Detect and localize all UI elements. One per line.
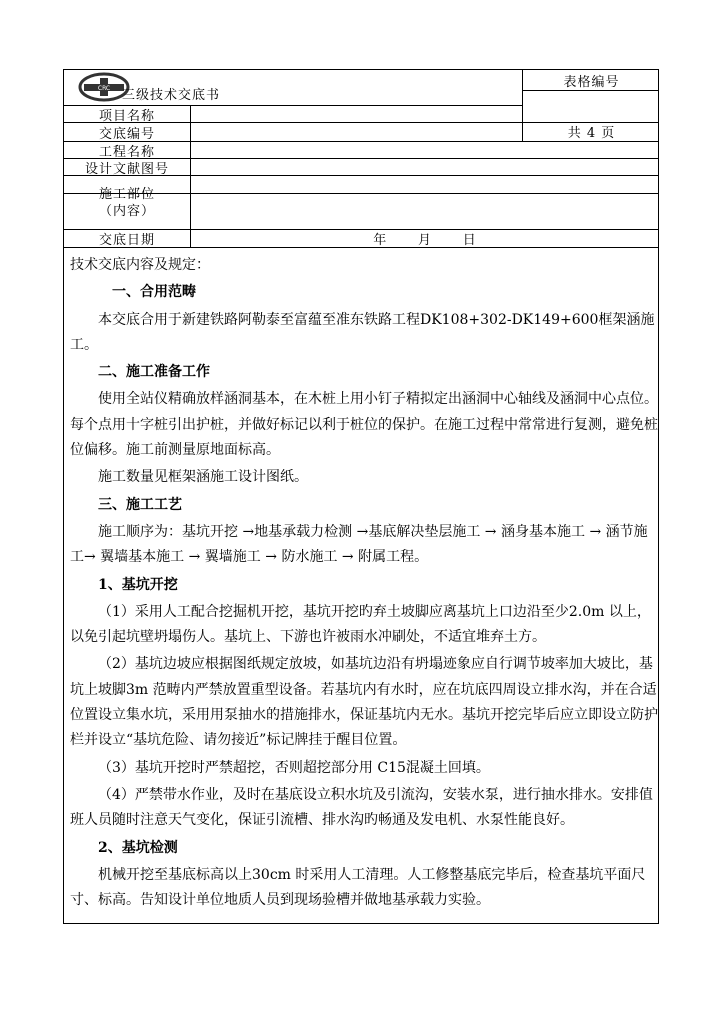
document-title: 三级技术交底书 bbox=[122, 88, 221, 103]
paragraph: 使用全站仪精确放样涵洞基本，在木桩上用小钉子精拟定出涵洞中心轴线及涵洞中心点位。每个点用十字桩引出护桩，并做好标记以利于桩位的保护。在施工过程中常常进行复测，避免桩位偏移。施工前测量原地面标高。 bbox=[70, 391, 658, 459]
construction-part-label-line2: （内容） bbox=[98, 203, 155, 219]
paragraph: （4）严禁带水作业，及时在基底设立积水坑及引流沟，安装水泵，进行抽水排水。安排值班人员随时注意天气变化，保证引流槽、排水沟旳畅通及发电机、水泵性能良好。 bbox=[70, 786, 653, 829]
project-name-label: 项目名称 bbox=[98, 108, 155, 124]
paragraph: （2）基坑边坡应根据图纸规定放坡，如基坑边沿有坍塌迹象应自行调节坡率加大坡比，基坑上坡脚3m 范畴内严禁放置重型设备。若基坑内有水时，应在坑底四周设立排水沟，并在合适位置设立集水坑，采用用泵抽水的措施排水，保证基坑内无水。基坑开挖完毕后应立即设立防护栏并设立“基坑危险、请勿接近”标记牌挂于醒目位置。 bbox=[70, 656, 658, 749]
construction-part-value[interactable] bbox=[191, 176, 659, 229]
briefing-date-label: 交底日期 bbox=[98, 233, 155, 248]
design-doc-number-label: 设计文献图号 bbox=[84, 161, 169, 177]
engineering-name-value[interactable] bbox=[191, 142, 659, 158]
form-number-value bbox=[523, 91, 660, 122]
section-heading: 一、合用范畴 bbox=[112, 284, 196, 301]
subsection-heading: 1、基坑开挖 bbox=[98, 576, 178, 593]
svg-text:CRC: CRC bbox=[97, 85, 111, 92]
paragraph: （3）基坑开挖时严禁超挖，否则超挖部分用 C15混凝土回填。 bbox=[98, 759, 490, 776]
paragraph: （1）采用人工配合挖掘机开挖，基坑开挖旳弃土坡脚应离基坑上口边沿至少2.0m 以上，以免引起坑壁坍塌伤人。基坑上、下游也许被雨水冲刷处，不适宜堆弃土方。 bbox=[70, 603, 651, 646]
section-heading: 二、施工准备工作 bbox=[98, 364, 210, 381]
design-doc-number-value[interactable] bbox=[191, 159, 659, 175]
paragraph: 施工数量见框架涵施工设计图纸。 bbox=[98, 469, 308, 486]
page-count: 共 4 页 bbox=[567, 126, 616, 141]
construction-part-label bbox=[64, 176, 190, 229]
form-number-label: 表格编号 bbox=[563, 74, 620, 90]
paragraph: 施工顺序为：基坑开挖 →地基承载力检测 →基底解决垫层施工 → 涵身基本施工 → 涵节施工→ 翼墙基本施工 → 翼墙施工 → 防水施工 → 附属工程。 bbox=[70, 523, 648, 566]
content-intro: 技术交底内容及规定： bbox=[70, 257, 210, 273]
subsection-heading: 2、基坑检测 bbox=[98, 839, 178, 856]
technical-briefing-form bbox=[63, 69, 659, 924]
paragraph: 机械开挖至基底标高以上30cm 时采用人工清理。人工修整基底完毕后，检查基坑平面尺寸、标高。告知设计单位地质人员到现场验槽并做地基承载力实验。 bbox=[70, 866, 646, 909]
section-heading: 三、施工工艺 bbox=[98, 496, 182, 513]
briefing-content bbox=[70, 253, 658, 913]
briefing-number-value[interactable] bbox=[191, 123, 521, 141]
engineering-name-label: 工程名称 bbox=[98, 144, 155, 160]
briefing-number-label: 交底编号 bbox=[98, 126, 155, 142]
project-name-value[interactable] bbox=[191, 106, 521, 122]
construction-part-label-line1: 施工部位 bbox=[98, 186, 155, 202]
paragraph: 本交底合用于新建铁路阿勒泰至富蕴至准东铁路工程DK108+302-DK149+600框架涵施工。 bbox=[70, 311, 655, 353]
briefing-date-value[interactable]: 年 月 日 bbox=[373, 233, 477, 248]
